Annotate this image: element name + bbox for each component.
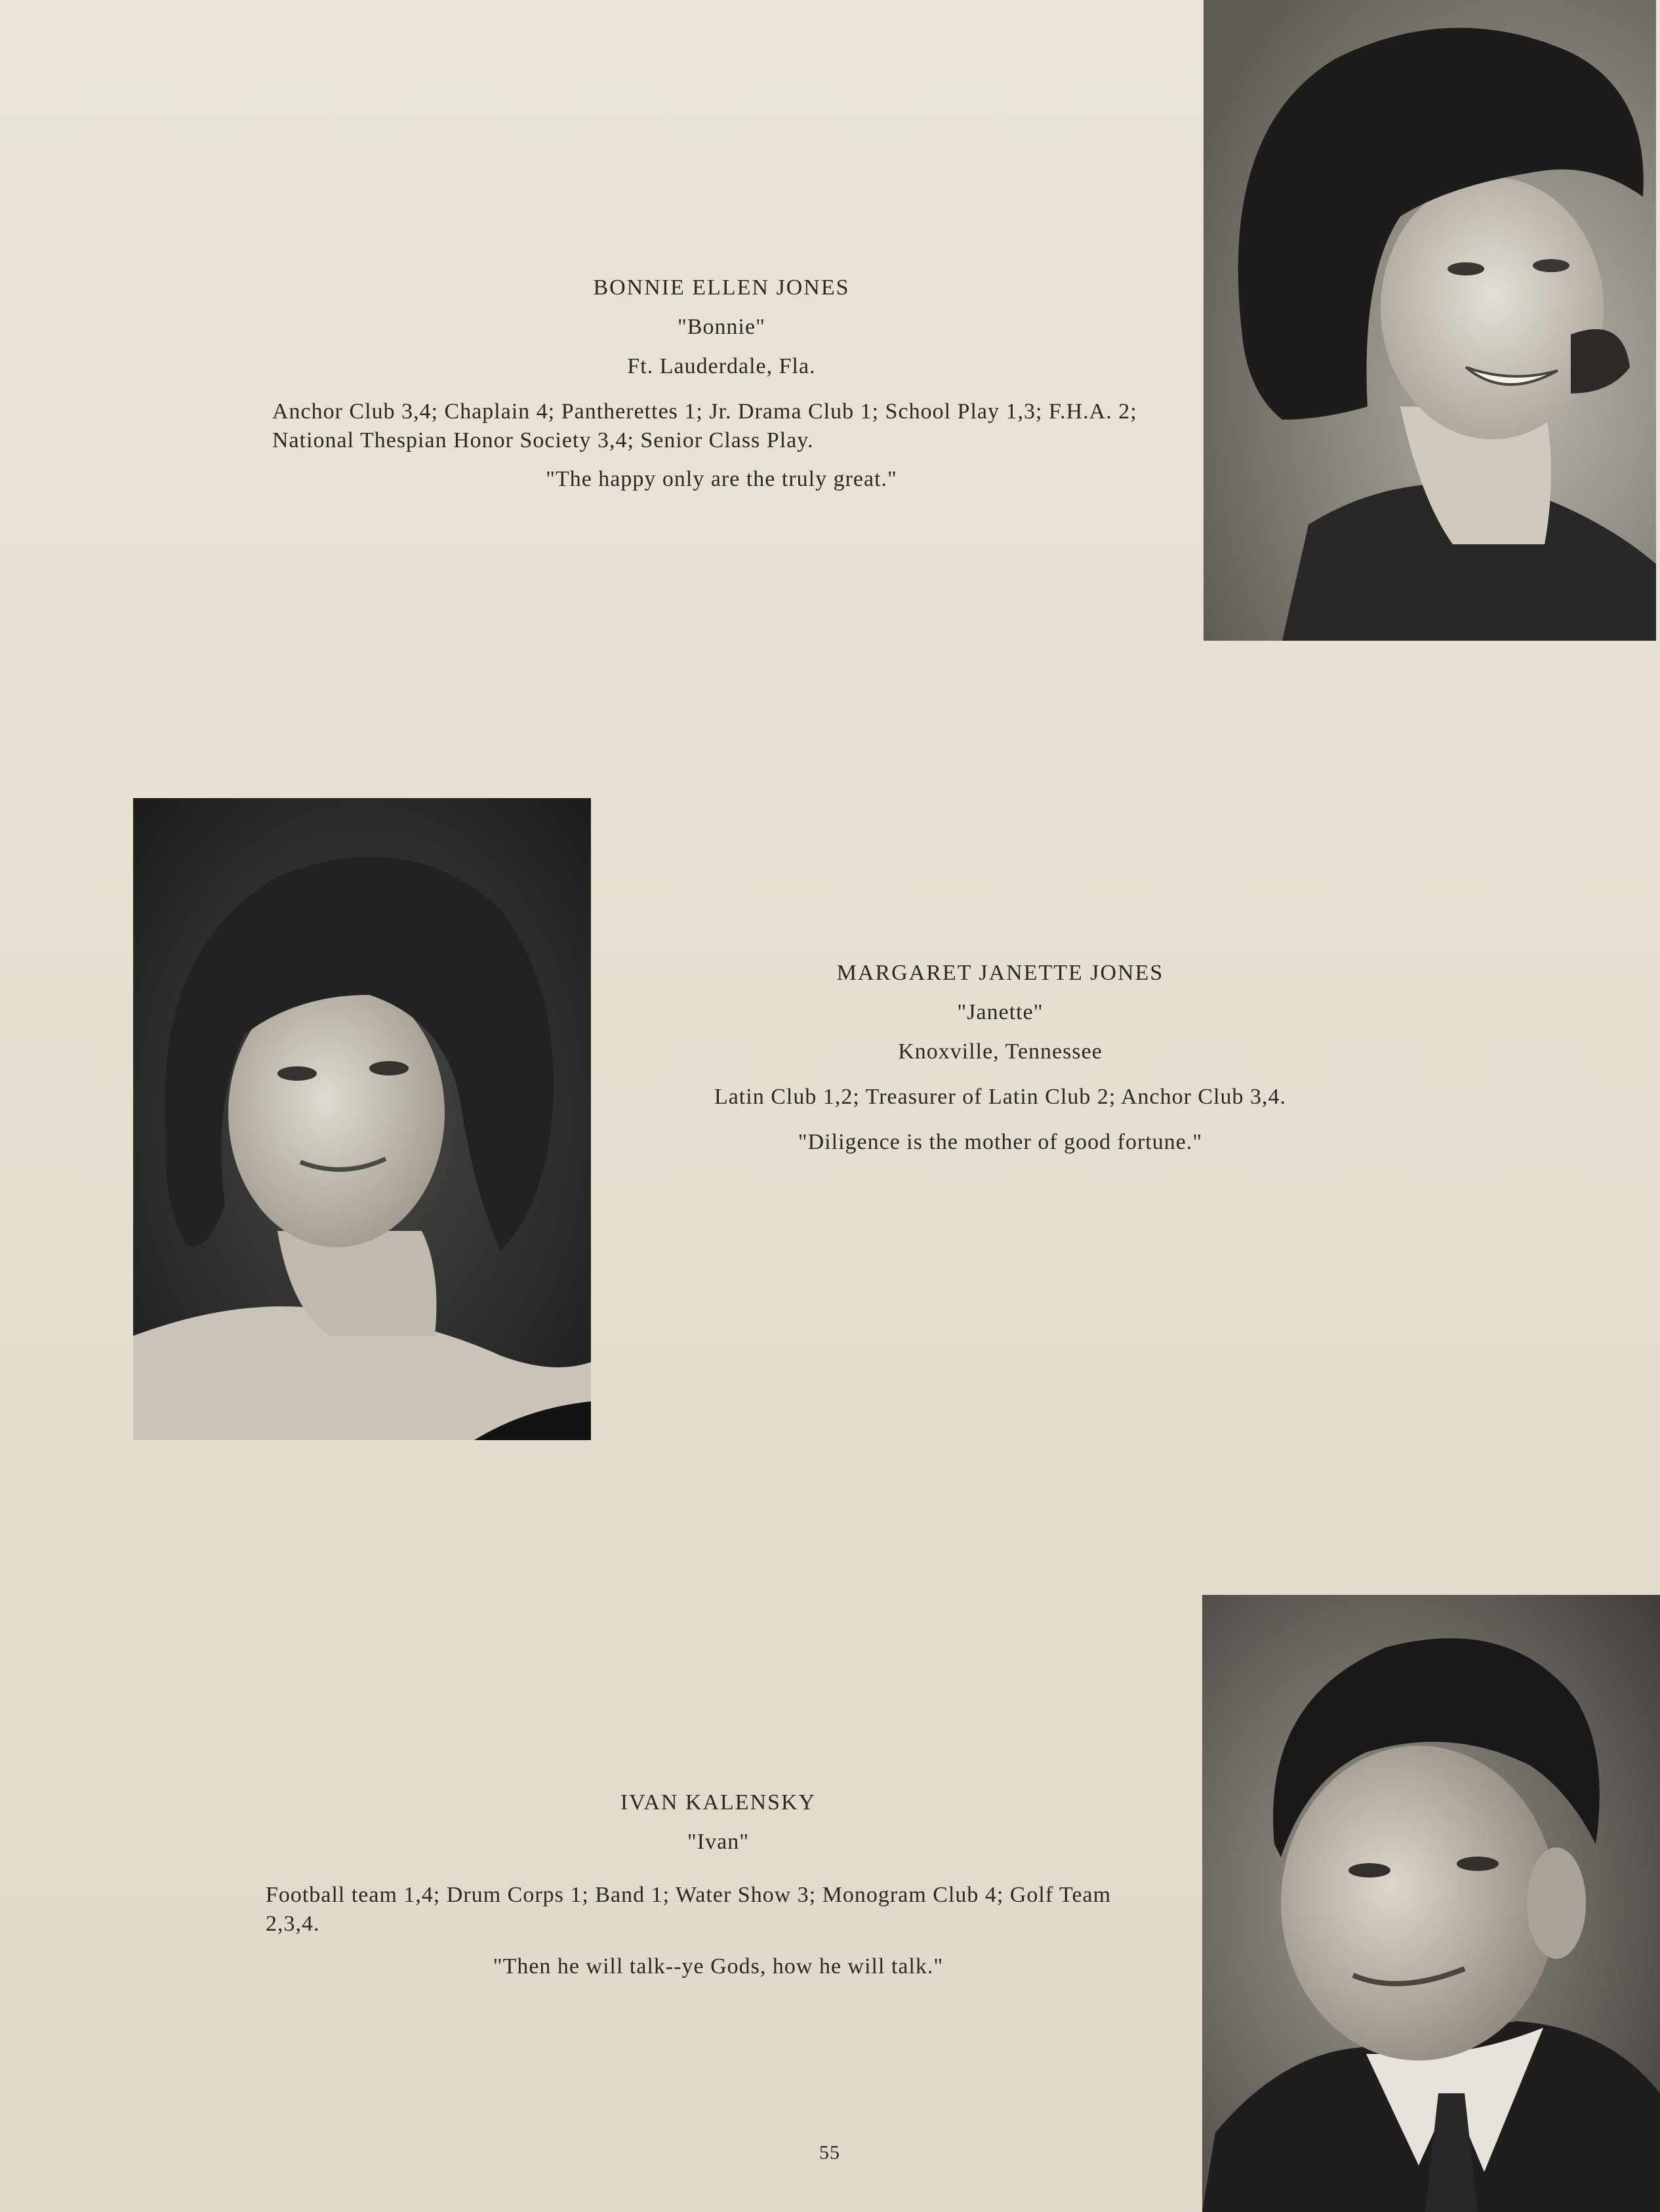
- entry-ivan: [266, 1790, 1171, 1979]
- entry-bonnie: [272, 275, 1171, 492]
- student-name: IVAN KALENSKY: [620, 1790, 817, 1815]
- portrait-photo-bonnie: [1204, 0, 1656, 641]
- student-nickname: "Janette": [957, 1000, 1043, 1024]
- student-activities: Anchor Club 3,4; Chaplain 4; Pantherettes 1; Jr. Drama Club 1; School Play 1,3; F.H.A. 2; National Thespian Honor Society 3,4; Senior Class Play.: [272, 399, 1137, 452]
- student-nickname: "Ivan": [687, 1830, 750, 1854]
- portrait-bonnie-image: [1204, 0, 1656, 641]
- student-quote: "Diligence is the mother of good fortune.": [798, 1130, 1203, 1154]
- portrait-photo-margaret: [133, 798, 591, 1440]
- portrait-ivan-image: [1202, 1595, 1660, 2212]
- portrait-photo-ivan: [1202, 1595, 1660, 2212]
- student-activities: Latin Club 1,2; Treasurer of Latin Club 2; Anchor Club 3,4.: [714, 1085, 1287, 1109]
- student-hometown: Ft. Lauderdale, Fla.: [627, 354, 816, 378]
- student-quote: "Then he will talk--ye Gods, how he will talk.": [493, 1954, 944, 1979]
- entry-margaret: [630, 961, 1371, 1155]
- student-hometown: Knoxville, Tennessee: [898, 1039, 1103, 1064]
- student-nickname: "Bonnie": [678, 315, 765, 339]
- page-number: 55: [819, 2142, 840, 2163]
- student-quote: "The happy only are the truly great.": [546, 467, 897, 491]
- portrait-margaret-image: [133, 798, 591, 1440]
- student-name: MARGARET JANETTE JONES: [836, 961, 1164, 985]
- student-name: BONNIE ELLEN JONES: [593, 275, 850, 300]
- student-activities: Football team 1,4; Drum Corps 1; Band 1; Water Show 3; Monogram Club 4; Golf Team 2,3,4.: [266, 1883, 1112, 1936]
